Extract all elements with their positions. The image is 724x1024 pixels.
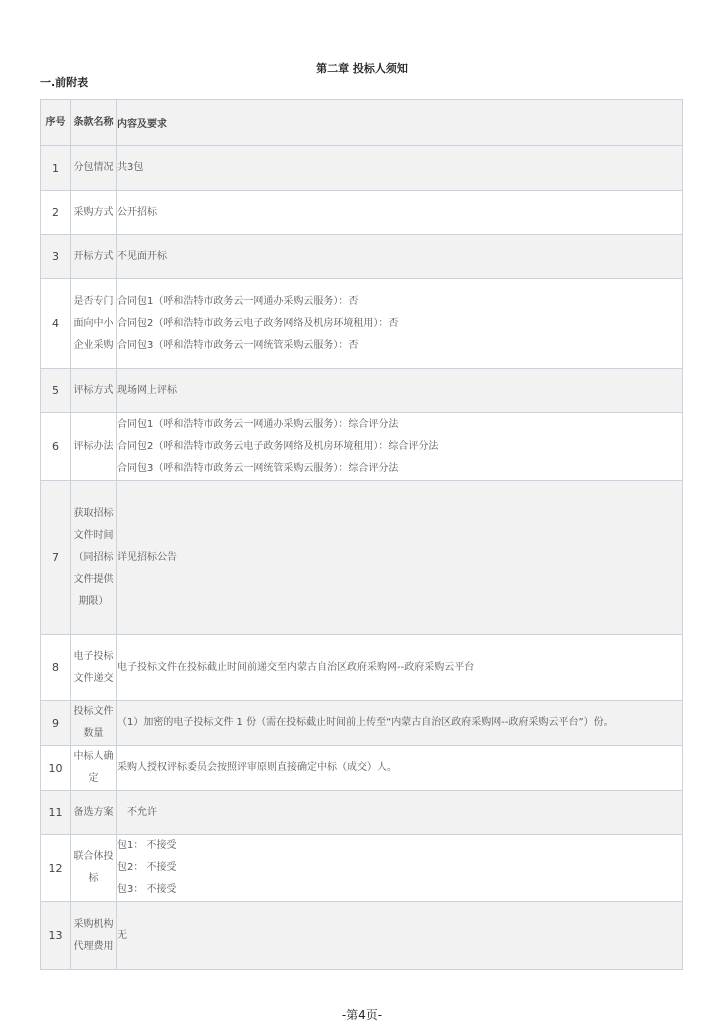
row-index: 8 [41, 635, 71, 701]
row-index: 9 [41, 701, 71, 746]
row-index: 11 [41, 791, 71, 835]
table-row [41, 481, 683, 635]
table-row [41, 835, 683, 902]
header-clause-name: 条款名称 [71, 100, 117, 146]
content-line: 详见招标公告 [117, 551, 177, 563]
row-content [117, 279, 683, 369]
row-content [117, 191, 683, 235]
table-row [41, 146, 683, 191]
row-content [117, 902, 683, 970]
row-index: 7 [41, 481, 71, 635]
header-index: 序号 [41, 100, 71, 146]
content-line: 采购人授权评标委员会按照评审原则直接确定中标（成交）人。 [117, 762, 397, 773]
row-clause-name: 投标文件数量 [71, 701, 117, 746]
content-line: 合同包1（呼和浩特市政务云一网通办采购云服务）：综合评分法 [117, 418, 399, 430]
appendix-table [40, 99, 683, 970]
row-content [117, 369, 683, 413]
row-clause-name: 备选方案 [71, 791, 117, 835]
row-clause-name: 获取招标文件时间（同招标文件提供期限） [71, 481, 117, 635]
table-row [41, 413, 683, 481]
row-index: 6 [41, 413, 71, 481]
row-content [117, 746, 683, 791]
content-line: 包1： 不接受 [117, 840, 177, 851]
row-content [117, 835, 683, 902]
table-header-row [41, 100, 683, 146]
row-index: 13 [41, 902, 71, 970]
row-index: 12 [41, 835, 71, 902]
content-line: 现场网上评标 [117, 384, 177, 396]
row-clause-name: 评标方式 [71, 369, 117, 413]
row-index: 2 [41, 191, 71, 235]
row-clause-name: 中标人确定 [71, 746, 117, 791]
content-line: 不允许 [127, 806, 157, 818]
page-number: -第4页- [341, 1008, 383, 1022]
row-index: 4 [41, 279, 71, 369]
row-clause-name: 电子投标文件递交 [71, 635, 117, 701]
row-content [117, 791, 683, 835]
row-index: 10 [41, 746, 71, 791]
row-content [117, 235, 683, 279]
row-content [117, 481, 683, 635]
content-line: 合同包2（呼和浩特市政务云电子政务网络及机房环境租用）：否 [117, 317, 399, 329]
content-line: 共3包 [117, 162, 144, 173]
row-index: 3 [41, 235, 71, 279]
section-title: 一.前附表 [40, 76, 89, 89]
row-clause-name: 采购方式 [71, 191, 117, 235]
row-content [117, 146, 683, 191]
row-clause-name: 联合体投标 [71, 835, 117, 902]
row-content [117, 635, 683, 701]
table-row [41, 191, 683, 235]
chapter-title: 第二章 投标人须知 [316, 62, 408, 75]
table-row [41, 746, 683, 791]
content-line: 包2： 不接受 [117, 862, 177, 873]
row-content [117, 413, 683, 481]
table-body [41, 146, 683, 970]
row-clause-name: 评标办法 [71, 413, 117, 481]
content-line: 合同包3（呼和浩特市政务云一网统管采购云服务）：否 [117, 339, 359, 351]
row-clause-name: 是否专门面向中小企业采购 [71, 279, 117, 369]
row-clause-name: 采购机构代理费用 [71, 902, 117, 970]
content-line: （1）加密的电子投标文件 1 份（需在投标截止时间前上传至“内蒙古自治区政府采购网--政府采购云平台”）份。 [117, 717, 614, 728]
content-line: 合同包2（呼和浩特市政务云电子政务网络及机房环境租用）：综合评分法 [117, 440, 439, 452]
table-row [41, 701, 683, 746]
row-clause-name: 开标方式 [71, 235, 117, 279]
table-row [41, 902, 683, 970]
header-content: 内容及要求 [117, 100, 683, 146]
content-line: 电子投标文件在投标截止时间前递交至内蒙古自治区政府采购网--政府采购云平台 [117, 661, 475, 673]
table-row [41, 635, 683, 701]
row-clause-name: 分包情况 [71, 146, 117, 191]
table-row [41, 369, 683, 413]
content-line: 无 [117, 929, 127, 941]
content-line: 合同包3（呼和浩特市政务云一网统管采购云服务）：综合评分法 [117, 462, 399, 474]
content-line: 公开招标 [117, 206, 157, 218]
row-index: 5 [41, 369, 71, 413]
table-row [41, 791, 683, 835]
content-line: 不见面开标 [117, 250, 167, 262]
content-line: 包3： 不接受 [117, 884, 177, 895]
content-line: 合同包1（呼和浩特市政务云一网通办采购云服务）：否 [117, 295, 359, 307]
row-content [117, 701, 683, 746]
table-row [41, 235, 683, 279]
table-row [41, 279, 683, 369]
row-index: 1 [41, 146, 71, 191]
